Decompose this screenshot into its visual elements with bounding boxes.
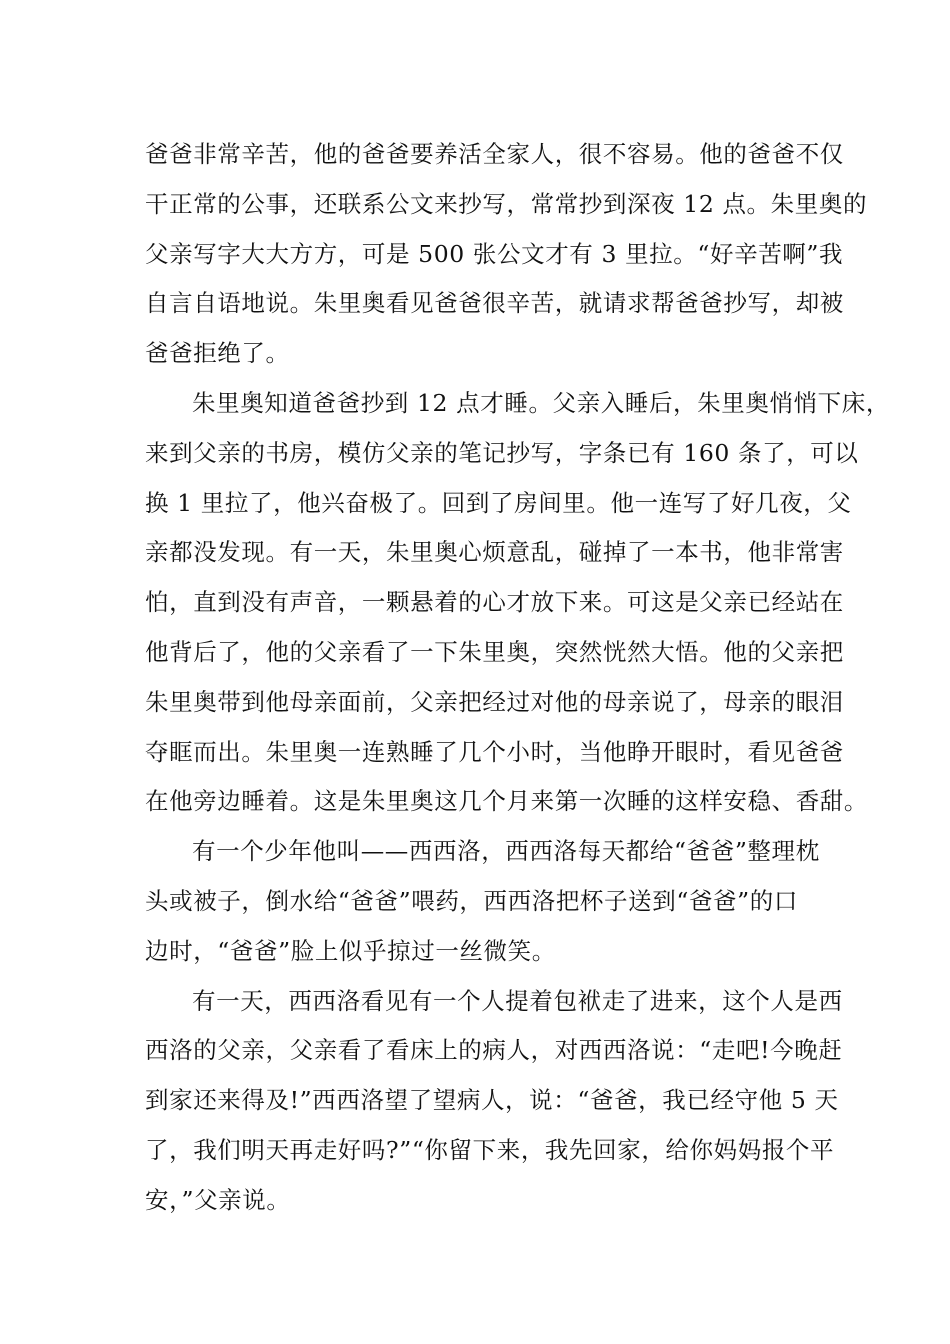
text-line: 有一个少年他叫——西西洛，西西洛每天都给“爸爸”整理枕 (192, 837, 820, 866)
text-line: 安，”父亲说。 (145, 1185, 291, 1214)
text-line: 西洛的父亲，父亲看了看床上的病人，对西西洛说：“走吧!今晚赶 (145, 1036, 843, 1065)
paragraph-1 (145, 130, 868, 379)
paragraph-3 (145, 827, 820, 976)
text-line: 边时，“爸爸”脸上似乎掠过一丝微笑。 (145, 936, 556, 965)
text-line: 怕，直到没有声音，一颗悬着的心才放下来。可这是父亲已经站在 (145, 588, 844, 617)
text-line: 干正常的公事，还联系公文来抄写，常常抄到深夜 12 点。朱里奥的 (145, 189, 868, 218)
paragraph-4 (145, 977, 843, 1226)
text-line: 夺眶而出。朱里奥一连熟睡了几个小时，当他睁开眼时，看见爸爸 (145, 737, 844, 766)
text-line: 换 1 里拉了，他兴奋极了。回到了房间里。他一连写了好几夜，父 (145, 488, 852, 517)
paragraph-2 (145, 379, 890, 827)
text-line: 朱里奥知道爸爸抄到 12 点才睡。父亲入睡后，朱里奥悄悄下床， (192, 388, 890, 417)
text-line: 头或被子，倒水给“爸爸”喂药，西西洛把杯子送到“爸爸”的口 (145, 886, 798, 915)
text-line: 他背后了，他的父亲看了一下朱里奥，突然恍然大悟。他的父亲把 (145, 637, 844, 666)
text-line: 自言自语地说。朱里奥看见爸爸很辛苦，就请求帮爸爸抄写，却被 (145, 289, 844, 318)
text-line: 了，我们明天再走好吗?”“你留下来，我先回家，给你妈妈报个平 (145, 1135, 835, 1164)
body-text (145, 130, 890, 1226)
text-line: 爸爸非常辛苦，他的爸爸要养活全家人，很不容易。他的爸爸不仅 (145, 140, 844, 168)
text-line: 朱里奥带到他母亲面前，父亲把经过对他的母亲说了，母亲的眼泪 (145, 687, 844, 716)
text-line: 父亲写字大大方方，可是 500 张公文才有 3 里拉。“好辛苦啊”我 (145, 239, 844, 268)
text-line: 有一天，西西洛看见有一个人提着包袱走了进来，这个人是西 (192, 986, 843, 1015)
text-line: 亲都没发现。有一天，朱里奥心烦意乱，碰掉了一本书，他非常害 (145, 538, 844, 567)
text-line: 在他旁边睡着。这是朱里奥这几个月来第一次睡的这样安稳、香甜。 (145, 787, 868, 816)
text-line: 来到父亲的书房，模仿父亲的笔记抄写，字条已有 160 条了，可以 (145, 438, 859, 467)
text-line: 到家还来得及!”西西洛望了望病人，说：“爸爸，我已经守他 5 天 (145, 1086, 839, 1115)
text-line: 爸爸拒绝了。 (145, 339, 290, 368)
